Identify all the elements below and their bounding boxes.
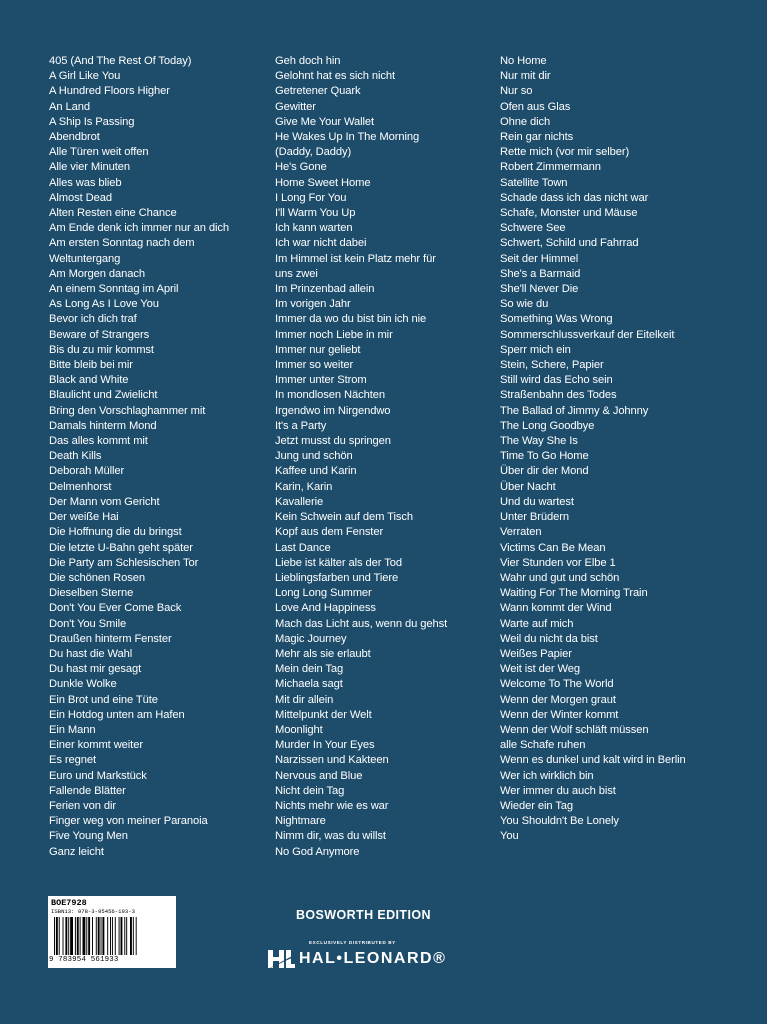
song-title: Liebe ist kälter als der Tod	[275, 556, 402, 569]
song-title: Wahr und gut und schön	[500, 571, 620, 584]
song-title: An Land	[49, 100, 90, 113]
song-title: Wenn der Morgen graut	[500, 693, 616, 706]
song-title: Bis du zu mir kommst	[49, 343, 154, 356]
song-title: Alles was blieb	[49, 176, 122, 189]
song-title: Magic Journey	[275, 632, 347, 645]
song-title: Jetzt musst du springen	[275, 435, 391, 448]
song-title: Verraten	[500, 526, 542, 539]
song-title: Irgendwo im Nirgendwo	[275, 404, 391, 417]
song-title: Wenn der Winter kommt	[500, 708, 619, 721]
song-title: Am Morgen danach	[49, 267, 146, 280]
song-title: Du hast mir gesagt	[49, 663, 142, 676]
song-title: Schwert, Schild und Fahrrad	[500, 237, 639, 250]
catalog-code: BOE7928	[51, 898, 87, 908]
song-title: Wenn es dunkel und kalt wird in Berlin	[500, 754, 686, 767]
song-title: The Long Goodbye	[500, 419, 595, 432]
song-title: Weil du nicht da bist	[500, 632, 598, 645]
song-title: Robert Zimmermann	[500, 161, 601, 174]
song-title: Rette mich (vor mir selber)	[500, 146, 630, 159]
song-title: Mein dein Tag	[275, 663, 344, 676]
song-title: Lieblingsfarben und Tiere	[275, 571, 399, 584]
song-title: You Shouldn't Be Lonely	[500, 815, 619, 828]
song-title: She'll Never Die	[500, 283, 579, 296]
song-title: Bring den Vorschlaghammer mit	[49, 404, 206, 417]
song-title: Einer kommt weiter	[49, 739, 143, 752]
song-title: Black and White	[49, 374, 129, 387]
song-title: Nervous and Blue	[275, 769, 363, 782]
song-title: Nightmare	[275, 815, 326, 828]
song-title: Am Ende denk ich immer nur an dich	[49, 222, 230, 235]
song-title: No Home	[500, 55, 547, 67]
song-title: Alten Resten eine Chance	[49, 207, 177, 220]
song-title: Immer noch Liebe in mir	[275, 328, 393, 341]
song-title: Gelohnt hat es sich nicht	[275, 70, 396, 83]
song-title: Bevor ich dich traf	[49, 313, 137, 326]
song-title: Love And Happiness	[275, 602, 376, 615]
song-title: Rein gar nichts	[500, 131, 574, 144]
song-title: Long Long Summer	[275, 587, 372, 600]
barcode-number: 9 783954 561933	[49, 956, 119, 964]
song-title: Damals hinterm Mond	[49, 419, 157, 432]
song-title: Ganz leicht	[49, 845, 104, 858]
song-title: Dieselben Sterne	[49, 587, 134, 600]
song-title: In mondlosen Nächten	[275, 389, 385, 402]
song-title: Nicht dein Tag	[275, 784, 345, 797]
song-title: Immer da wo du bist bin ich nie	[275, 313, 427, 326]
song-title: Delmenhorst	[49, 480, 112, 493]
song-title: Im Himmel ist kein Platz mehr für	[275, 252, 436, 265]
song-title: Weißes Papier	[500, 647, 572, 660]
song-title: Deborah Müller	[49, 465, 125, 478]
song-title: Kaffee und Karin	[275, 465, 357, 478]
song-title: Die letzte U-Bahn geht später	[49, 541, 193, 554]
isbn-text: ISBN13: 978-3-95456-193-3	[51, 908, 135, 915]
song-title: An einem Sonntag im April	[49, 283, 179, 296]
song-title: He Wakes Up In The Morning	[275, 131, 420, 144]
song-title: Unter Brüdern	[500, 511, 569, 524]
song-title: Euro und Markstück	[49, 769, 147, 782]
song-title: Time To Go Home	[500, 450, 589, 463]
song-title: Dunkle Wolke	[49, 678, 117, 691]
song-title: Seit der Himmel	[500, 252, 579, 265]
song-title: Mehr als sie erlaubt	[275, 647, 371, 660]
song-title: Blaulicht und Zwielicht	[49, 389, 158, 402]
song-title: Das alles kommt mit	[49, 435, 148, 448]
song-title: She's a Barmaid	[500, 267, 581, 280]
song-title: Finger weg von meiner Paranoia	[49, 815, 208, 828]
song-title: Waiting For The Morning Train	[500, 587, 648, 600]
song-title: Kein Schwein auf dem Tisch	[275, 511, 413, 524]
song-title: Schade dass ich das nicht war	[500, 191, 649, 204]
song-title: Nichts mehr wie es war	[275, 799, 389, 812]
song-title: Gewitter	[275, 100, 316, 113]
song-title: Ein Hotdog unten am Hafen	[49, 708, 185, 721]
song-title: (Daddy, Daddy)	[275, 146, 352, 159]
song-title: I'll Warm You Up	[275, 207, 356, 220]
song-title: No God Anymore	[275, 845, 360, 858]
song-title: Schwere See	[500, 222, 566, 235]
song-title: Die Hoffnung die du bringst	[49, 526, 182, 539]
song-title: Geh doch hin	[275, 55, 341, 67]
song-title: So wie du	[500, 298, 549, 311]
song-title: Ein Brot und eine Tüte	[49, 693, 158, 706]
song-title: Karin, Karin	[275, 480, 333, 493]
song-title: Five Young Men	[49, 830, 128, 843]
song-title: Something Was Wrong	[500, 313, 613, 326]
song-title: Murder In Your Eyes	[275, 739, 375, 752]
song-title: Draußen hinterm Fenster	[49, 632, 172, 645]
song-title: Im vorigen Jahr	[275, 298, 351, 311]
barcode-label	[48, 896, 176, 968]
song-title: Last Dance	[275, 541, 331, 554]
song-title: Der weiße Hai	[49, 511, 119, 524]
song-title: Ohne dich	[500, 115, 551, 128]
song-title: The Way She Is	[500, 435, 578, 448]
song-title: Die Party am Schlesischen Tor	[49, 556, 199, 569]
song-title: A Girl Like You	[49, 70, 121, 83]
song-title: Und du wartest	[500, 495, 574, 508]
song-title: Alle Türen weit offen	[49, 146, 149, 159]
song-title: Ich war nicht dabei	[275, 237, 367, 250]
song-title: Ferien von dir	[49, 799, 116, 812]
song-title: Give Me Your Wallet	[275, 115, 375, 128]
distributor-name: HAL•LEONARD®	[299, 950, 447, 967]
song-title: Die schönen Rosen	[49, 571, 145, 584]
song-title: Ein Mann	[49, 723, 96, 736]
song-title: Bitte bleib bei mir	[49, 359, 133, 372]
song-title: Jung und schön	[275, 450, 353, 463]
song-title: Victims Can Be Mean	[500, 541, 606, 554]
song-title: Still wird das Echo sein	[500, 374, 613, 387]
song-list-column-2	[275, 54, 495, 860]
song-title: Es regnet	[49, 754, 96, 767]
song-title: uns zwei	[275, 267, 318, 280]
song-title: Death Kills	[49, 450, 102, 463]
song-title: Abendbrot	[49, 131, 100, 144]
song-title: Wann kommt der Wind	[500, 602, 612, 615]
song-title: Weltuntergang	[49, 252, 121, 265]
song-title: Wer immer du auch bist	[500, 784, 616, 797]
song-list-column-3	[500, 54, 760, 845]
song-title: It's a Party	[275, 419, 327, 432]
song-title: Der Mann vom Gericht	[49, 495, 160, 508]
song-title: Kavallerie	[275, 495, 324, 508]
song-title: Nimm dir, was du willst	[275, 830, 386, 843]
song-title: Ofen aus Glas	[500, 100, 571, 113]
song-title: The Ballad of Jimmy & Johnny	[500, 404, 649, 417]
song-title: Fallende Blätter	[49, 784, 126, 797]
song-title: Mit dir allein	[275, 693, 334, 706]
song-title: Moonlight	[275, 723, 323, 736]
song-title: A Hundred Floors Higher	[49, 85, 170, 98]
song-title: Straßenbahn des Todes	[500, 389, 617, 402]
song-title: As Long As I Love You	[49, 298, 159, 311]
song-title: Weit ist der Weg	[500, 663, 581, 676]
song-title: Vier Stunden vor Elbe 1	[500, 556, 616, 569]
song-title: A Ship Is Passing	[49, 115, 135, 128]
song-title: Ich kann warten	[275, 222, 353, 235]
song-title: Satellite Town	[500, 176, 568, 189]
song-title: Mach das Licht aus, wenn du gehst	[275, 617, 448, 630]
song-title: I Long For You	[275, 191, 347, 204]
song-title: alle Schafe ruhen	[500, 739, 586, 752]
song-title: Sperr mich ein	[500, 343, 571, 356]
song-title: Almost Dead	[49, 191, 112, 204]
song-title: Don't You Smile	[49, 617, 127, 630]
song-title: Du hast die Wahl	[49, 647, 133, 660]
song-title: Wieder ein Tag	[500, 799, 574, 812]
song-title: Warte auf mich	[500, 617, 574, 630]
song-title: Michaela sagt	[275, 678, 343, 691]
song-title: 405 (And The Rest Of Today)	[49, 55, 192, 67]
song-title: Wenn der Wolf schläft müssen	[500, 723, 649, 736]
song-title: Beware of Strangers	[49, 328, 150, 341]
barcode-bars-icon	[54, 917, 172, 955]
song-title: Narzissen und Kakteen	[275, 754, 389, 767]
song-title: Über dir der Mond	[500, 465, 589, 478]
song-title: Wer ich wirklich bin	[500, 769, 594, 782]
song-title: Welcome To The World	[500, 678, 614, 691]
song-title: Über Nacht	[500, 480, 556, 493]
song-title: Getretener Quark	[275, 85, 361, 98]
song-title: Kopf aus dem Fenster	[275, 526, 384, 539]
song-title: Alle vier Minuten	[49, 161, 130, 174]
song-title: Immer unter Strom	[275, 374, 367, 387]
song-title: Mittelpunkt der Welt	[275, 708, 372, 721]
song-title: Nur so	[500, 85, 533, 98]
edition-title: BOSWORTH EDITION	[296, 908, 431, 922]
song-title: Im Prinzenbad allein	[275, 283, 375, 296]
song-title: Am ersten Sonntag nach dem	[49, 237, 195, 250]
distributed-by-text: EXCLUSIVELY DISTRIBUTED BY	[309, 940, 396, 945]
song-title: Immer nur geliebt	[275, 343, 361, 356]
song-title: Immer so weiter	[275, 359, 354, 372]
song-title: He's Gone	[275, 161, 327, 174]
song-title: Nur mit dir	[500, 70, 551, 83]
song-title: Don't You Ever Come Back	[49, 602, 182, 615]
song-title: You	[500, 830, 519, 843]
song-title: Sommerschlussverkauf der Eitelkeit	[500, 328, 675, 341]
song-title: Stein, Schere, Papier	[500, 359, 604, 372]
song-list-column-1	[49, 54, 269, 860]
song-title: Home Sweet Home	[275, 176, 371, 189]
song-title: Schafe, Monster und Mäuse	[500, 207, 638, 220]
hal-leonard-logo-icon	[266, 946, 296, 970]
